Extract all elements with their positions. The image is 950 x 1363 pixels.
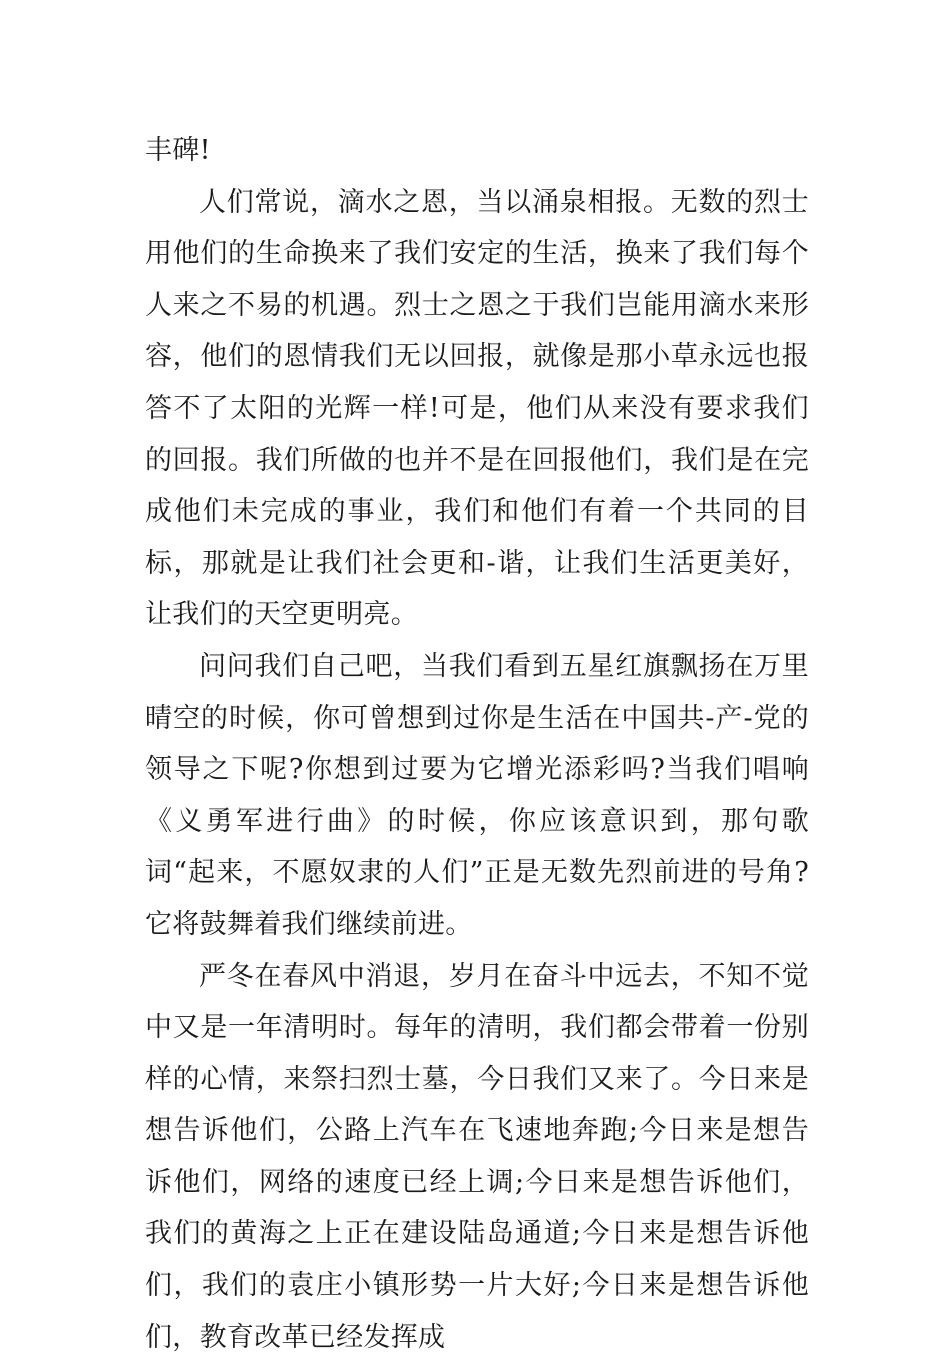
paragraph-gratitude: 人们常说，滴水之恩，当以涌泉相报。无数的烈士用他们的生命换来了我们安定的生活，换来了我们每个人来之不易的机遇。烈士之恩之于我们岂能用滴水来形容，他们的恩情我们无以回报，就像是那小草永远也报答不了太阳的光辉一样!可是，他们从来没有要求我们的回报。我们所做的也并不是在回报他们，我们是在完成他们未完成的事业，我们和他们有着一个共同的目标，那就是让我们社会更和-谐，让我们生活更美好，让我们的天空更明亮。: [145, 177, 809, 641]
document-body: [145, 125, 809, 1363]
paragraph-flag: 问问我们自己吧，当我们看到五星红旗飘扬在万里晴空的时候，你可曾想到过你是生活在中国共-产-党的领导之下呢?你想到过要为它增光添彩吗?当我们唱响《义勇军进行曲》的时候，你应该意识到，那句歌词“起来，不愿奴隶的人们”正是无数先烈前进的号角?它将鼓舞着我们继续前进。: [145, 641, 809, 951]
paragraph-continuation: 丰碑!: [145, 125, 809, 177]
paragraph-qingming: 严冬在春风中消退，岁月在奋斗中远去，不知不觉中又是一年清明时。每年的清明，我们都会带着一份别样的心情，来祭扫烈士墓，今日我们又来了。今日来是想告诉他们，公路上汽车在飞速地奔跑;今日来是想告诉他们，网络的速度已经上调;今日来是想告诉他们，我们的黄海之上正在建设陆岛通道;今日来是想告诉他们，我们的袁庄小镇形势一片大好;今日来是想告诉他们，教育改革已经发挥成: [145, 951, 809, 1363]
